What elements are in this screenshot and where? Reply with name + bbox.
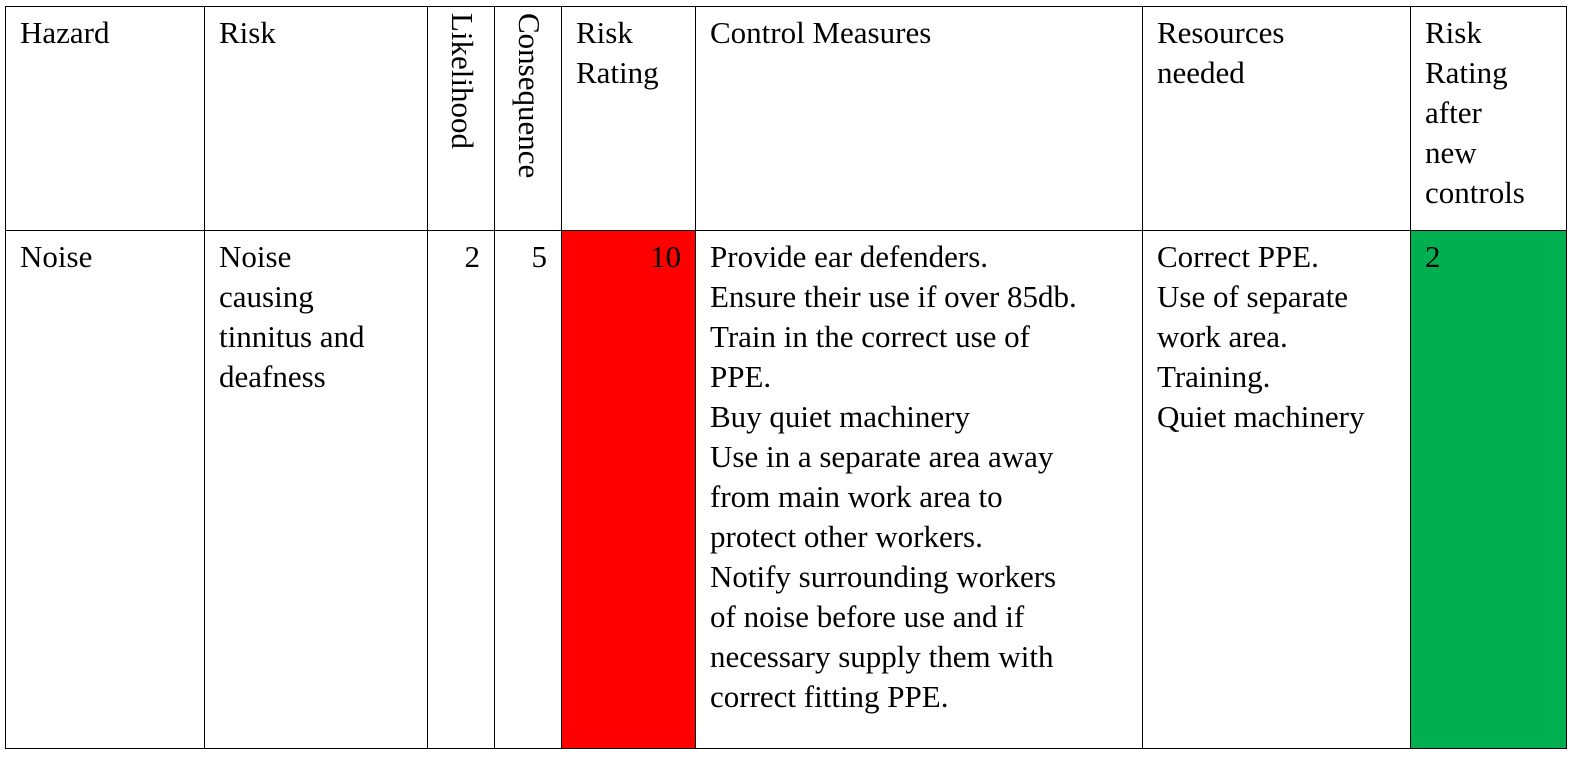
risk-line: deafness	[219, 359, 326, 394]
header-resources-line: needed	[1157, 55, 1245, 90]
control-line: of noise before use and if	[710, 599, 1025, 634]
control-line: from main work area to	[710, 479, 1003, 514]
control-line: Notify surrounding workers	[710, 559, 1057, 594]
header-risk-after-line: Rating	[1425, 55, 1508, 90]
header-risk-rating-after	[1411, 7, 1567, 231]
cell-likelihood: 2	[428, 231, 495, 749]
control-line: necessary supply them with	[710, 639, 1054, 674]
control-line: Train in the correct use of	[710, 319, 1030, 354]
cell-consequence: 5	[495, 231, 562, 749]
cell-control-measures	[696, 231, 1143, 749]
control-line: protect other workers.	[710, 519, 983, 554]
risk-line: Noise	[219, 239, 292, 274]
risk-assessment-table	[5, 6, 1567, 749]
cell-risk	[205, 231, 428, 749]
risk-line: causing	[219, 279, 314, 314]
cell-resources-needed	[1143, 231, 1411, 749]
header-resources-line: Resources	[1157, 15, 1285, 50]
resource-line: Use of separate	[1157, 279, 1349, 314]
cell-risk-rating-after: 2	[1411, 231, 1567, 749]
cell-hazard: Noise	[6, 231, 205, 749]
resource-line: Quiet machinery	[1157, 399, 1365, 434]
control-line: Ensure their use if over 85db.	[710, 279, 1077, 314]
header-hazard: Hazard	[6, 7, 205, 231]
resource-line: work area.	[1157, 319, 1288, 354]
header-consequence-cell	[495, 7, 562, 231]
cell-risk-rating: 10	[562, 231, 696, 749]
header-risk-rating-line: Rating	[576, 55, 659, 90]
header-risk-rating-line: Risk	[576, 15, 633, 50]
header-likelihood-cell	[428, 7, 495, 231]
control-line: correct fitting PPE.	[710, 679, 949, 714]
header-row	[6, 7, 1567, 231]
header-risk-after-line: after	[1425, 95, 1482, 130]
resource-line: Correct PPE.	[1157, 239, 1319, 274]
header-risk-rating	[562, 7, 696, 231]
risk-line: tinnitus and	[219, 319, 365, 354]
control-line: Buy quiet machinery	[710, 399, 970, 434]
control-line: PPE.	[710, 359, 772, 394]
header-risk-after-line: new	[1425, 135, 1477, 170]
header-risk-after-line: Risk	[1425, 15, 1482, 50]
control-line: Provide ear defenders.	[710, 239, 989, 274]
header-control-measures: Control Measures	[696, 7, 1143, 231]
header-risk: Risk	[205, 7, 428, 231]
header-resources-needed	[1143, 7, 1411, 231]
control-line: Use in a separate area away	[710, 439, 1054, 474]
header-risk-after-line: controls	[1425, 175, 1525, 210]
header-consequence: Consequence	[512, 13, 547, 179]
header-likelihood: Likelihood	[445, 13, 480, 150]
resource-line: Training.	[1157, 359, 1271, 394]
table-row	[6, 231, 1567, 749]
